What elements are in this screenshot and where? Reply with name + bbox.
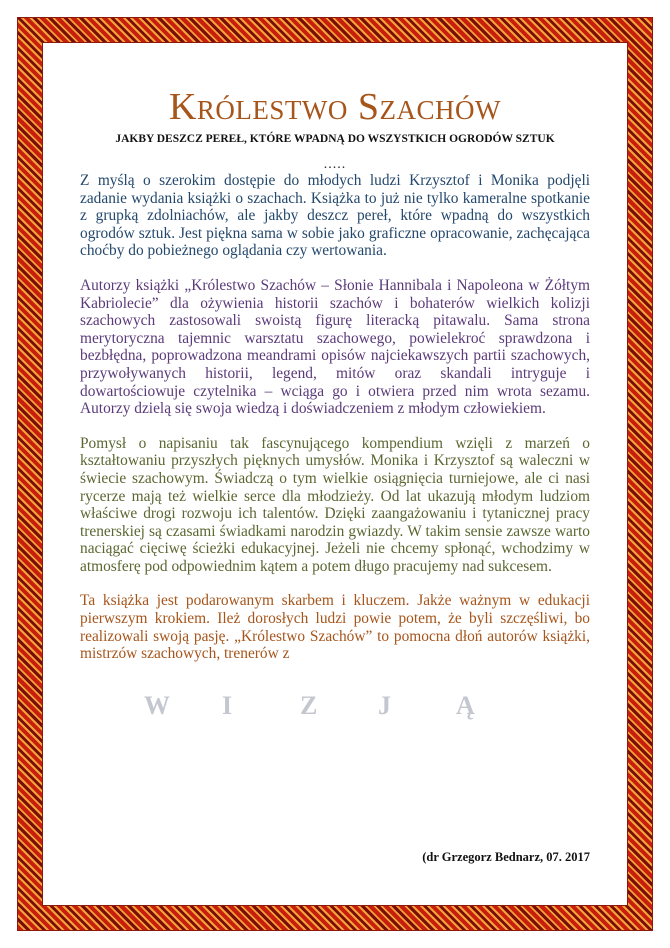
- paragraph-treasure: Ta książka jest podarowanym skarbem i kluczem. Jakże ważnym w edukacji pierwszym krokiem. Ileż dorosłych ludzi powie potem, że byli szczęśliwi, bo realizowali swoją pasję. „Królestwo Szachów” to pomocna dłoń autorów książki, mistrzów szachowych, trenerów z: [80, 592, 590, 663]
- vision-letter: Z: [300, 690, 318, 720]
- paragraph-idea: Pomysł o napisaniu tak fascynującego kompendium wzięli z marzeń o kształtowaniu przyszłych pięknych umysłów. Monika i Krzysztof są waleczni w świecie szachowym. Świadczą o tym wielkie osiągnięcia turniejowe, ale ci nasi rycerze mają też wielkie serce dla młodzieży. Od lat ukazują młodym ludziom właściwe drogi rozwoju ich talentów. Dzięki zaangażowaniu i tytanicznej pracy trenerskiej są czasami świadkami narodzin gwiazdy. W takim sensie zawsze warto naciągać cięciwę ścieżki edukacyjnej. Jeżeli nie chcemy spłonąć, wchodzimy w atmosferę pod odpowiednim kątem a potem długo pracujemy nad sukcesem.: [80, 434, 590, 575]
- paragraph-authors: Autorzy książki „Królestwo Szachów – Słonie Hannibala i Napoleona w Żółtym Kabriolecie” dla ożywienia historii szachów i bohaterów wielkich kolizji szachowych zastosowali swoistą figurę literacką pitawalu. Sama strona merytoryczna tajemnic warsztatu szachowego, powielekroć sprawdzona i bezbłędna, poprowadzona meandrami opisów najciekawszych partii szachowych, przywoływanych historii, legend, mitów oraz skandali intryguje i dowartościowuje czytelnika – wciąga go i otwiera przed nim wrota sezamu. Autorzy dzielą się swoja wiedzą i doświadczeniem z młodym człowiekiem.: [80, 276, 590, 418]
- vision-letter: Ą: [456, 690, 475, 720]
- author-signature: (dr Grzegorz Bednarz, 07. 2017: [422, 850, 590, 864]
- document-body: [80, 84, 590, 721]
- paragraph-intro: Z myślą o szerokim dostępie do młodych ludzi Krzysztof i Monika podjęli zadanie wydania książki o szachach. Książka to już nie tylko kameralne spotkanie z grupką zdolniachów, ale jakby deszcz pereł, które wpadną do wszystkich ogrodów sztuk. Jest piękna sama w sobie jako graficzne opracowanie, zachęcająca choćby do pobieżnego oglądania czy wertowania.: [80, 172, 590, 260]
- vision-letter: J: [378, 690, 391, 720]
- vision-word: [80, 691, 590, 721]
- document-subtitle: JAKBY DESZCZ PEREŁ, KTÓRE WPADNĄ DO WSZYSTKICH OGRODÓW SZTUK: [115, 133, 555, 145]
- document-title: Królestwo Szachów: [168, 86, 502, 128]
- vision-letter: W: [144, 690, 170, 720]
- separator-dots: .....: [323, 157, 347, 172]
- vision-letter: I: [222, 690, 233, 720]
